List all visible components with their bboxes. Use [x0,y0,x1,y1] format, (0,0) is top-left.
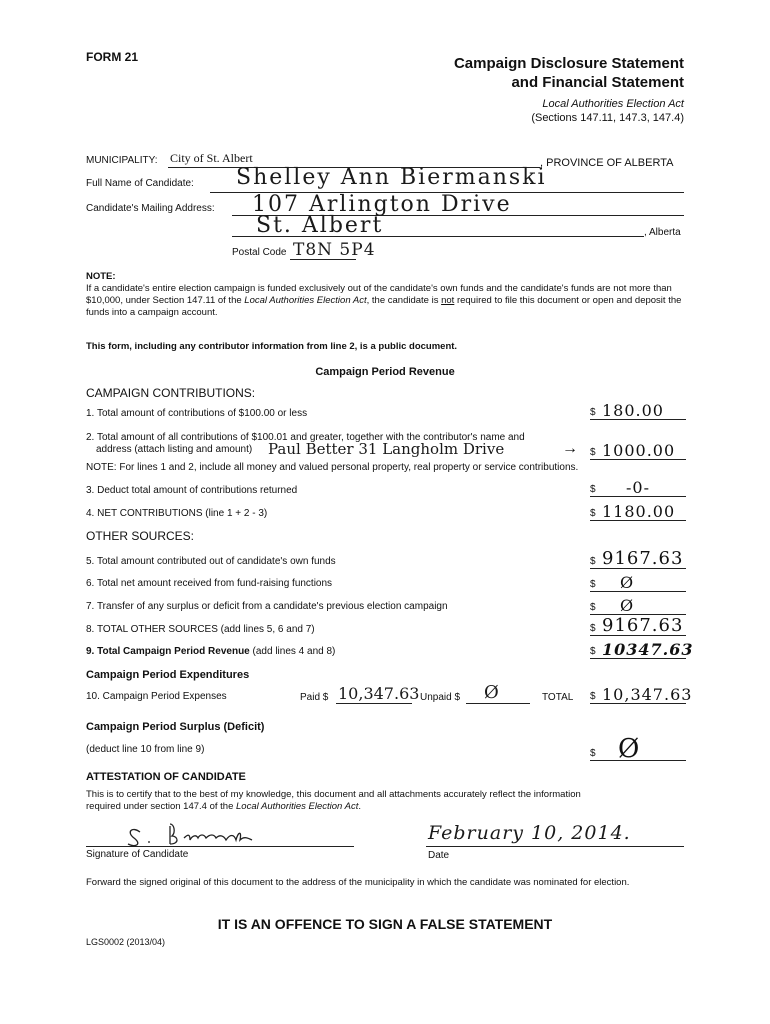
act-reference [531,97,684,125]
paid-label: Paid $ [300,692,329,703]
attestation-text-2: required under section 147.4 of the Local Authorities Election Act. [86,801,361,812]
line-7-label: 7. Transfer of any surplus or deficit from a candidate's previous election campaign [86,601,448,612]
candidate-name-value: Shelley Ann Biermanski [236,165,547,190]
form-number: FORM 21 [86,50,139,64]
province-label: , PROVINCE OF ALBERTA [540,157,674,169]
line-4-label: 4. NET CONTRIBUTIONS (line 1 + 2 - 3) [86,508,268,519]
attestation-text-1: This is to certify that to the best of my knowledge, this document and all attachments accurately reflect the information [86,789,581,800]
surplus-heading: Campaign Period Surplus (Deficit) [86,721,265,733]
attestation-heading: ATTESTATION OF CANDIDATE [86,771,246,783]
lines-note: NOTE: For lines 1 and 2, include all money and valued personal property, real property or service contributions. [86,462,579,473]
unpaid-value: Ø [484,682,499,703]
unpaid-label: Unpaid $ [420,692,461,703]
act-sections: (Sections 147.11, 147.3, 147.4) [531,112,684,124]
line-1-amount: $ 180.00 [590,401,686,420]
line-2-amount: $ 1000.00 [590,441,686,460]
revenue-heading: Campaign Period Revenue [315,366,455,378]
address-line-1: 107 Arlington Drive [252,192,512,217]
postal-code-value: T8N 5P4 [293,240,376,260]
other-sources-heading: OTHER SOURCES: [86,529,195,543]
title-line-2: and Financial Statement [511,74,684,91]
line-4-amount: $ 1180.00 [590,502,686,521]
municipality-value: City of St. Albert [170,151,253,165]
line-8-amount: $ 9167.63 [590,617,686,636]
candidate-name-label: Full Name of Candidate: [86,178,194,189]
forward-instructions: Forward the signed original of this document to the address of the municipality in which the candidate was nominated for election. [86,877,630,888]
paid-value: 10,347.63 [338,684,420,703]
line-7-amount: $ Ø [590,596,686,615]
expenditures-heading: Campaign Period Expenditures [86,669,250,681]
candidate-signature [100,818,340,848]
line-3-amount: $ -0- [590,478,686,497]
line-8-label: 8. TOTAL OTHER SOURCES (add lines 5, 6 and 7) [86,624,315,635]
line-6-amount: $ Ø [590,573,686,592]
form-code: LGS0002 (2013/04) [86,937,166,947]
surplus-amount: $ Ø [590,742,686,761]
signature-label: Signature of Candidate [86,849,189,860]
line-1-label: 1. Total amount of contributions of $100.00 or less [86,408,308,419]
line-3-label: 3. Deduct total amount of contributions returned [86,485,298,496]
address-line-2: St. Albert [256,213,384,238]
line-9-label: 9. Total Campaign Period Revenue (add lines 4 and 8) [86,646,336,657]
mailing-address-label: Candidate's Mailing Address: [86,203,215,214]
contributions-heading: CAMPAIGN CONTRIBUTIONS: [86,386,256,400]
surplus-subtext: (deduct line 10 from line 9) [86,744,205,755]
note-heading: NOTE: [86,271,116,282]
total-label: TOTAL [542,692,574,703]
postal-code-label: Postal Code [232,247,287,258]
offence-warning: IT IS AN OFFENCE TO SIGN A FALSE STATEMENT [217,916,553,932]
date-label: Date [428,850,450,861]
act-name: Local Authorities Election Act [542,98,684,110]
line-10-total: $ 10,347.63 [590,685,693,704]
title-line-1: Campaign Disclosure Statement [453,55,684,72]
date-value: February 10, 2014. [428,822,631,844]
line-2-label-a: 2. Total amount of all contributions of $100.01 and greater, together with the contributor's name and [86,432,525,443]
line-6-label: 6. Total net amount received from fund-raising functions [86,578,333,589]
line-9-amount: $ 10347.63 [590,640,694,659]
form-title [454,54,684,92]
arrow-icon: → [562,440,578,457]
line-10-label: 10. Campaign Period Expenses [86,691,227,702]
municipality-label: MUNICIPALITY: [86,155,158,166]
line-5-amount: $ 9167.63 [590,550,686,569]
alberta-label: , Alberta [644,227,681,238]
line-2-contributor: Paul Better 31 Langholm Drive [268,440,505,458]
line-5-label: 5. Total amount contributed out of candidate's own funds [86,556,336,567]
note-text: If a candidate's entire election campaign is funded exclusively out of the candidate's own funds and the candidate's funds are not more than $10,000, under Section 147.11 of the Local Authorities Election Act, the candidate is not required to file this document or open and deposit the funds into a campaign account. [86,283,682,318]
line-2-label-b: address (attach listing and amount) [96,444,253,455]
public-document-notice: This form, including any contributor information from line 2, is a public document. [86,341,458,352]
